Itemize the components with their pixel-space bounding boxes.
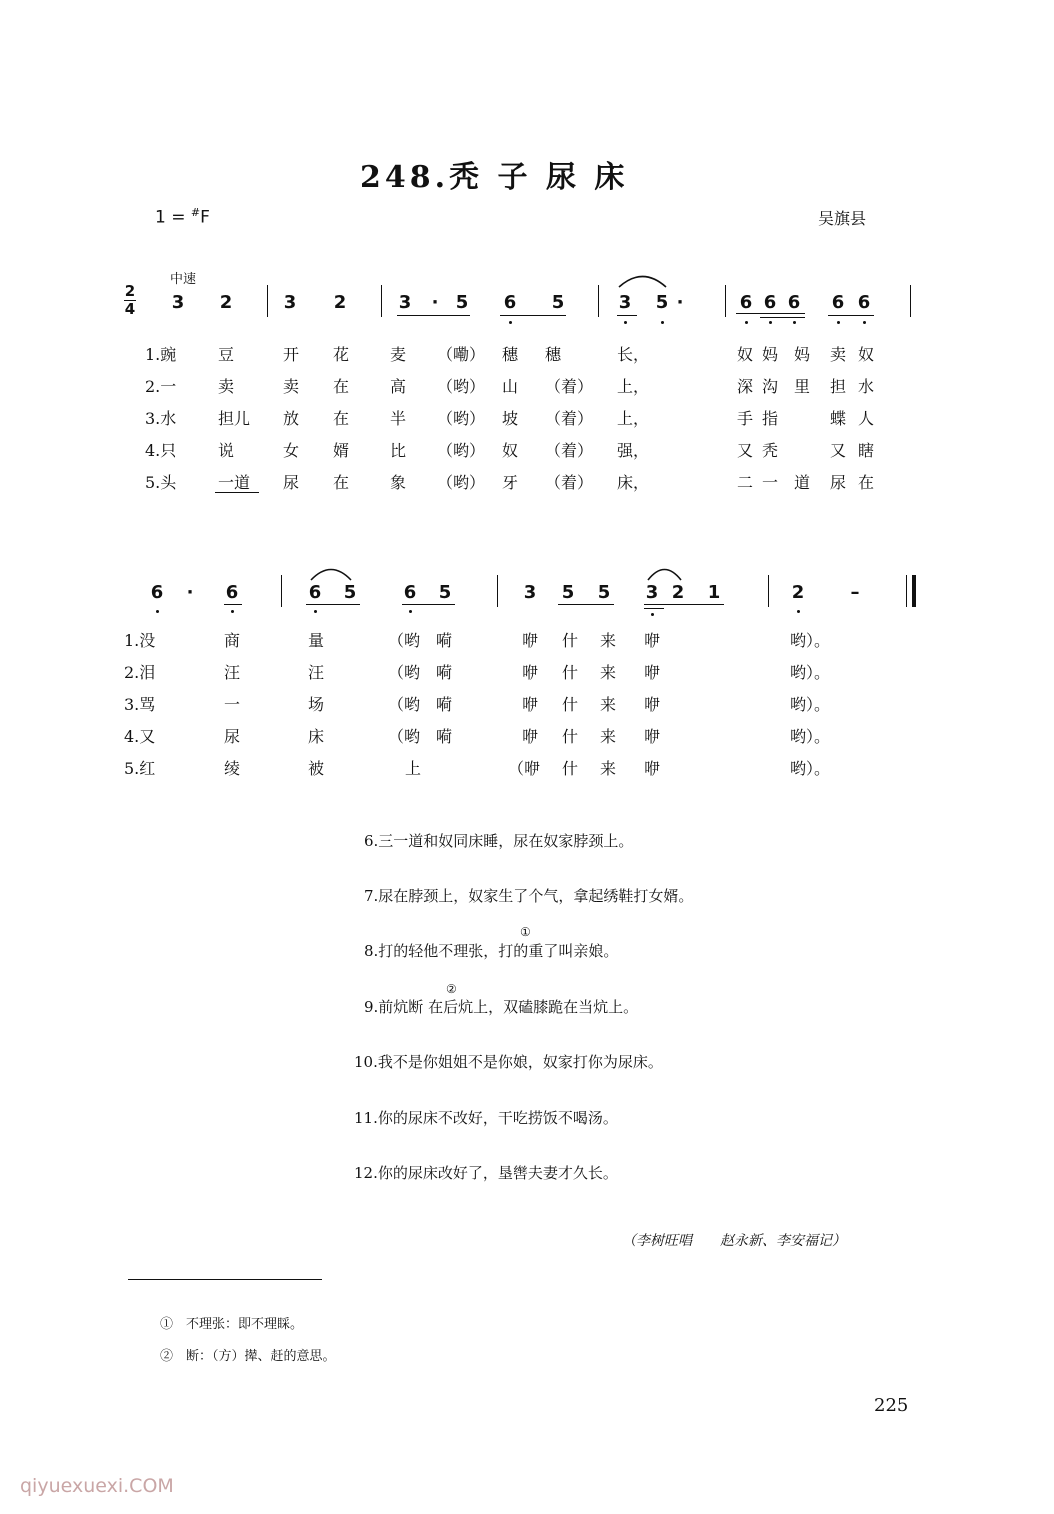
- lyric-syllable: 尿: [224, 727, 241, 746]
- lyric-syllable: 婿: [333, 441, 350, 460]
- bar-line: [497, 575, 498, 607]
- lyric-syllable: （着）: [545, 409, 594, 428]
- lyric-syllable: 一: [224, 695, 241, 714]
- bar-line: [912, 575, 916, 607]
- lyric-syllable: 床: [308, 727, 325, 746]
- lyric-syllable: 来: [600, 631, 617, 650]
- note: 6: [225, 582, 239, 603]
- lyric-syllable: 床，: [617, 473, 650, 492]
- lyric-syllable: 妈: [762, 345, 779, 364]
- bar-line: [906, 575, 907, 607]
- lyric-syllable: 3.水: [145, 409, 177, 428]
- dot-extension: ·: [676, 292, 684, 313]
- song-title: 248.秃 子 尿 床: [360, 160, 629, 195]
- lyric-syllable: 强，: [617, 441, 650, 460]
- beam-underline: [760, 317, 805, 318]
- lyric-syllable: 奴: [737, 345, 754, 364]
- footnote-mark-1: ①: [520, 925, 531, 939]
- lyric-syllable: 水: [858, 377, 875, 396]
- lyric-syllable: 人: [858, 409, 875, 428]
- lyric-syllable: 什: [562, 727, 579, 746]
- lyric-syllable: 一: [762, 473, 779, 492]
- lyric-syllable: 开: [283, 345, 300, 364]
- lyric-syllable: 上，: [617, 377, 650, 396]
- lyric-syllable: 秃: [762, 441, 779, 460]
- lyric-syllable: 高: [390, 377, 407, 396]
- lyric-syllable: 绫: [224, 759, 241, 778]
- credit-line: （李树旺唱 赵永新、李安福记）: [622, 1233, 846, 1249]
- bar-line: [281, 575, 282, 607]
- octave-dot: [314, 610, 317, 613]
- lyric-syllable: 在: [333, 377, 350, 396]
- lyric-syllable: 上: [405, 759, 422, 778]
- note: 6: [308, 582, 322, 603]
- lyric-syllable: 5.红: [124, 759, 156, 778]
- beam-underline: [617, 315, 637, 316]
- lyric-syllable: 咿: [522, 663, 539, 682]
- footnote-1: ① 不理张：即不理睬。: [160, 1317, 304, 1332]
- note: 3: [283, 292, 297, 313]
- verse-12: 12.你的尿床改好了，垦辔夫妻才久长。: [354, 1164, 618, 1182]
- footnote-mark-2: ②: [446, 982, 457, 996]
- beam-underline: [736, 313, 805, 314]
- lyric-syllable: 放: [283, 409, 300, 428]
- beam-underline: [402, 604, 455, 605]
- note: 6: [150, 582, 164, 603]
- note: 6: [831, 292, 845, 313]
- lyric-syllable: （哟: [388, 631, 421, 650]
- octave-dot: [509, 321, 512, 324]
- lyric-syllable: 女: [283, 441, 300, 460]
- lyric-syllable: 1.豌: [145, 345, 177, 364]
- note: 3: [171, 292, 185, 313]
- beam-underline: [644, 604, 724, 605]
- lyric-syllable: 被: [308, 759, 325, 778]
- dot-extension: ·: [431, 292, 439, 313]
- slur: [310, 565, 352, 581]
- lyric-syllable: 奴: [502, 441, 519, 460]
- lyric-syllable: 场: [308, 695, 325, 714]
- note: 3: [523, 582, 537, 603]
- lyric-syllable: 比: [390, 441, 407, 460]
- lyric-syllable: （哟）: [437, 441, 486, 460]
- lyric-syllable: 咿: [644, 759, 661, 778]
- note: 6: [503, 292, 517, 313]
- lyric-syllable: （哟: [388, 695, 421, 714]
- slur: [618, 272, 667, 288]
- lyric-syllable: （着）: [545, 473, 594, 492]
- footnote-rule: [128, 1279, 322, 1280]
- lyric-syllable: 山: [502, 377, 519, 396]
- lyric-syllable: 咿: [644, 695, 661, 714]
- beam-underline: [558, 604, 614, 605]
- lyric-syllable: 豆: [218, 345, 235, 364]
- lyric-syllable: 蝶: [830, 409, 847, 428]
- lyric-syllable: 在: [858, 473, 875, 492]
- lyric-syllable: 在: [333, 409, 350, 428]
- lyric-syllable: 尿: [283, 473, 300, 492]
- lyric-syllable: 担儿: [218, 409, 251, 428]
- octave-dot: [231, 610, 234, 613]
- note: 2: [671, 582, 685, 603]
- lyric-syllable: 坡: [502, 409, 519, 428]
- lyric-syllable: 里: [794, 377, 811, 396]
- lyric-syllable: （哟: [388, 727, 421, 746]
- lyric-syllable: 汪: [224, 663, 241, 682]
- note: 6: [403, 582, 417, 603]
- verse-10: 10.我不是你姐姐不是你娘，奴家打你为尿床。: [354, 1053, 663, 1071]
- lyric-syllable: 手: [737, 409, 754, 428]
- lyric-syllable: 2.泪: [124, 663, 156, 682]
- lyric-syllable: 什: [562, 631, 579, 650]
- octave-dot: [156, 610, 159, 613]
- lyric-syllable: 咿: [522, 695, 539, 714]
- lyric-syllable: 嗬: [436, 695, 453, 714]
- bar-line: [910, 285, 911, 317]
- lyric-syllable: 咿: [522, 727, 539, 746]
- lyric-syllable: 又: [737, 441, 754, 460]
- lyric-syllable: 什: [562, 695, 579, 714]
- beam-underline: [306, 604, 360, 605]
- dash-extension: –: [850, 582, 860, 603]
- lyric-syllable: 商: [224, 631, 241, 650]
- verse-11: 11.你的尿床不改好，干吃捞饭不喝汤。: [354, 1109, 618, 1127]
- lyric-syllable: 嗬: [436, 631, 453, 650]
- lyric-syllable: 妈: [794, 345, 811, 364]
- octave-dot: [863, 321, 866, 324]
- note: 3: [618, 292, 632, 313]
- bar-line: [725, 285, 726, 317]
- lyric-syllable: 哟）。: [790, 695, 831, 714]
- lyric-syllable: 沟: [762, 377, 779, 396]
- lyric-syllable: （哟）: [437, 473, 486, 492]
- lyric-syllable: 5.头: [145, 473, 177, 492]
- lyric-syllable: 嗬: [436, 663, 453, 682]
- lyric-syllable: （哟: [388, 663, 421, 682]
- lyric-syllable: （着）: [545, 377, 594, 396]
- octave-dot: [769, 321, 772, 324]
- lyric-syllable: 花: [333, 345, 350, 364]
- lyric-syllable: 一道: [218, 473, 251, 492]
- beam-underline: [397, 315, 470, 316]
- note: 2: [219, 292, 233, 313]
- lyric-syllable: 1.没: [124, 631, 156, 650]
- lyric-syllable: 担: [830, 377, 847, 396]
- note: 6: [787, 292, 801, 313]
- octave-dot: [651, 613, 654, 616]
- note: 3: [398, 292, 412, 313]
- lyric-syllable: 什: [562, 759, 579, 778]
- note: 2: [791, 582, 805, 603]
- lyric-syllable: 咿: [644, 631, 661, 650]
- beam-underline: [224, 604, 242, 605]
- lyric-syllable: 卖: [830, 345, 847, 364]
- octave-dot: [624, 321, 627, 324]
- verse-8: 8.打的轻他不理张，打的重了叫亲娘。: [364, 942, 619, 960]
- lyric-syllable: 汪: [308, 663, 325, 682]
- lyric-syllable: 又: [830, 441, 847, 460]
- lyric-syllable: 咿: [644, 663, 661, 682]
- verse-7: 7.尿在脖颈上，奴家生了个气，拿起绣鞋打女婿。: [364, 887, 694, 905]
- note: 5: [455, 292, 469, 313]
- lyric-syllable: 哟）。: [790, 759, 831, 778]
- note: 5: [597, 582, 611, 603]
- lyric-syllable: 二: [737, 473, 754, 492]
- note: 5: [551, 292, 565, 313]
- lyric-syllable: 哟）。: [790, 727, 831, 746]
- bar-line: [267, 285, 268, 317]
- note: 6: [739, 292, 753, 313]
- verse-6: 6.三一道和奴同床睡，尿在奴家脖颈上。: [364, 832, 634, 850]
- lyric-syllable: （着）: [545, 441, 594, 460]
- verse-9: 9.前炕断 在后炕上，双磕膝跪在当炕上。: [364, 998, 639, 1016]
- octave-dot: [797, 610, 800, 613]
- slur: [647, 565, 682, 581]
- lyric-syllable: 半: [390, 409, 407, 428]
- lyric-syllable: 4.只: [145, 441, 177, 460]
- octave-dot: [837, 321, 840, 324]
- lyric-syllable: 来: [600, 695, 617, 714]
- key-signature: 1 = #F: [155, 206, 210, 228]
- octave-dot: [409, 610, 412, 613]
- note: 6: [857, 292, 871, 313]
- lyric-syllable: 4.又: [124, 727, 156, 746]
- note: 5: [655, 292, 669, 313]
- lyric-syllable: （哟）: [437, 409, 486, 428]
- lyric-syllable: 嗬: [436, 727, 453, 746]
- lyric-syllable: 象: [390, 473, 407, 492]
- lyric-syllable: 3.骂: [124, 695, 156, 714]
- octave-dot: [793, 321, 796, 324]
- beam-underline: [500, 315, 566, 316]
- lyric-syllable: 深: [737, 377, 754, 396]
- lyric-syllable: 卖: [218, 377, 235, 396]
- dot-extension: ·: [186, 582, 194, 603]
- lyric-syllable: 在: [333, 473, 350, 492]
- lyric-syllable: 奴: [858, 345, 875, 364]
- lyric-syllable: 量: [308, 631, 325, 650]
- lyric-syllable: 长，: [617, 345, 650, 364]
- lyric-syllable: 卖: [283, 377, 300, 396]
- beam-underline: [828, 315, 874, 316]
- watermark: qiyuexuexi.COM: [20, 1475, 174, 1497]
- lyric-syllable: 来: [600, 759, 617, 778]
- lyric-syllable: 指: [762, 409, 779, 428]
- lyric-syllable: 咿: [644, 727, 661, 746]
- bar-line: [381, 285, 382, 317]
- lyric-syllable: 说: [218, 441, 235, 460]
- lyric-syllable: （哟）: [437, 377, 486, 396]
- bar-line: [598, 285, 599, 317]
- lyric-syllable: 来: [600, 727, 617, 746]
- note: 5: [343, 582, 357, 603]
- page-number: 225: [874, 1395, 909, 1416]
- lyric-syllable: 哟）。: [790, 663, 831, 682]
- region-label: 吴旗县: [818, 209, 867, 228]
- tempo-marking: 中速: [170, 272, 197, 287]
- lyric-syllable: 穗: [502, 345, 519, 364]
- note: 2: [333, 292, 347, 313]
- octave-dot: [745, 321, 748, 324]
- time-signature: 2 4: [124, 282, 136, 318]
- lyric-syllable: 上，: [617, 409, 650, 428]
- lyric-syllable: 什: [562, 663, 579, 682]
- lyric-underline: [215, 492, 259, 493]
- beam-underline: [644, 608, 664, 609]
- note: 3: [645, 582, 659, 603]
- lyric-syllable: 咿: [522, 631, 539, 650]
- lyric-syllable: 来: [600, 663, 617, 682]
- lyric-syllable: （咿: [508, 759, 541, 778]
- note: 5: [561, 582, 575, 603]
- lyric-syllable: 瞎: [858, 441, 875, 460]
- lyric-syllable: 尿: [830, 473, 847, 492]
- lyric-syllable: 麦: [390, 345, 407, 364]
- lyric-syllable: 道: [794, 473, 811, 492]
- lyric-syllable: 牙: [502, 473, 519, 492]
- lyric-syllable: （嘞）: [437, 345, 486, 364]
- note: 1: [707, 582, 721, 603]
- footnote-2: ② 断：（方）撵、赶的意思。: [160, 1349, 336, 1364]
- note: 6: [763, 292, 777, 313]
- octave-dot: [661, 321, 664, 324]
- note: 5: [438, 582, 452, 603]
- lyric-syllable: 穗: [545, 345, 562, 364]
- lyric-syllable: 哟）。: [790, 631, 831, 650]
- bar-line: [768, 575, 769, 607]
- lyric-syllable: 2.一: [145, 377, 177, 396]
